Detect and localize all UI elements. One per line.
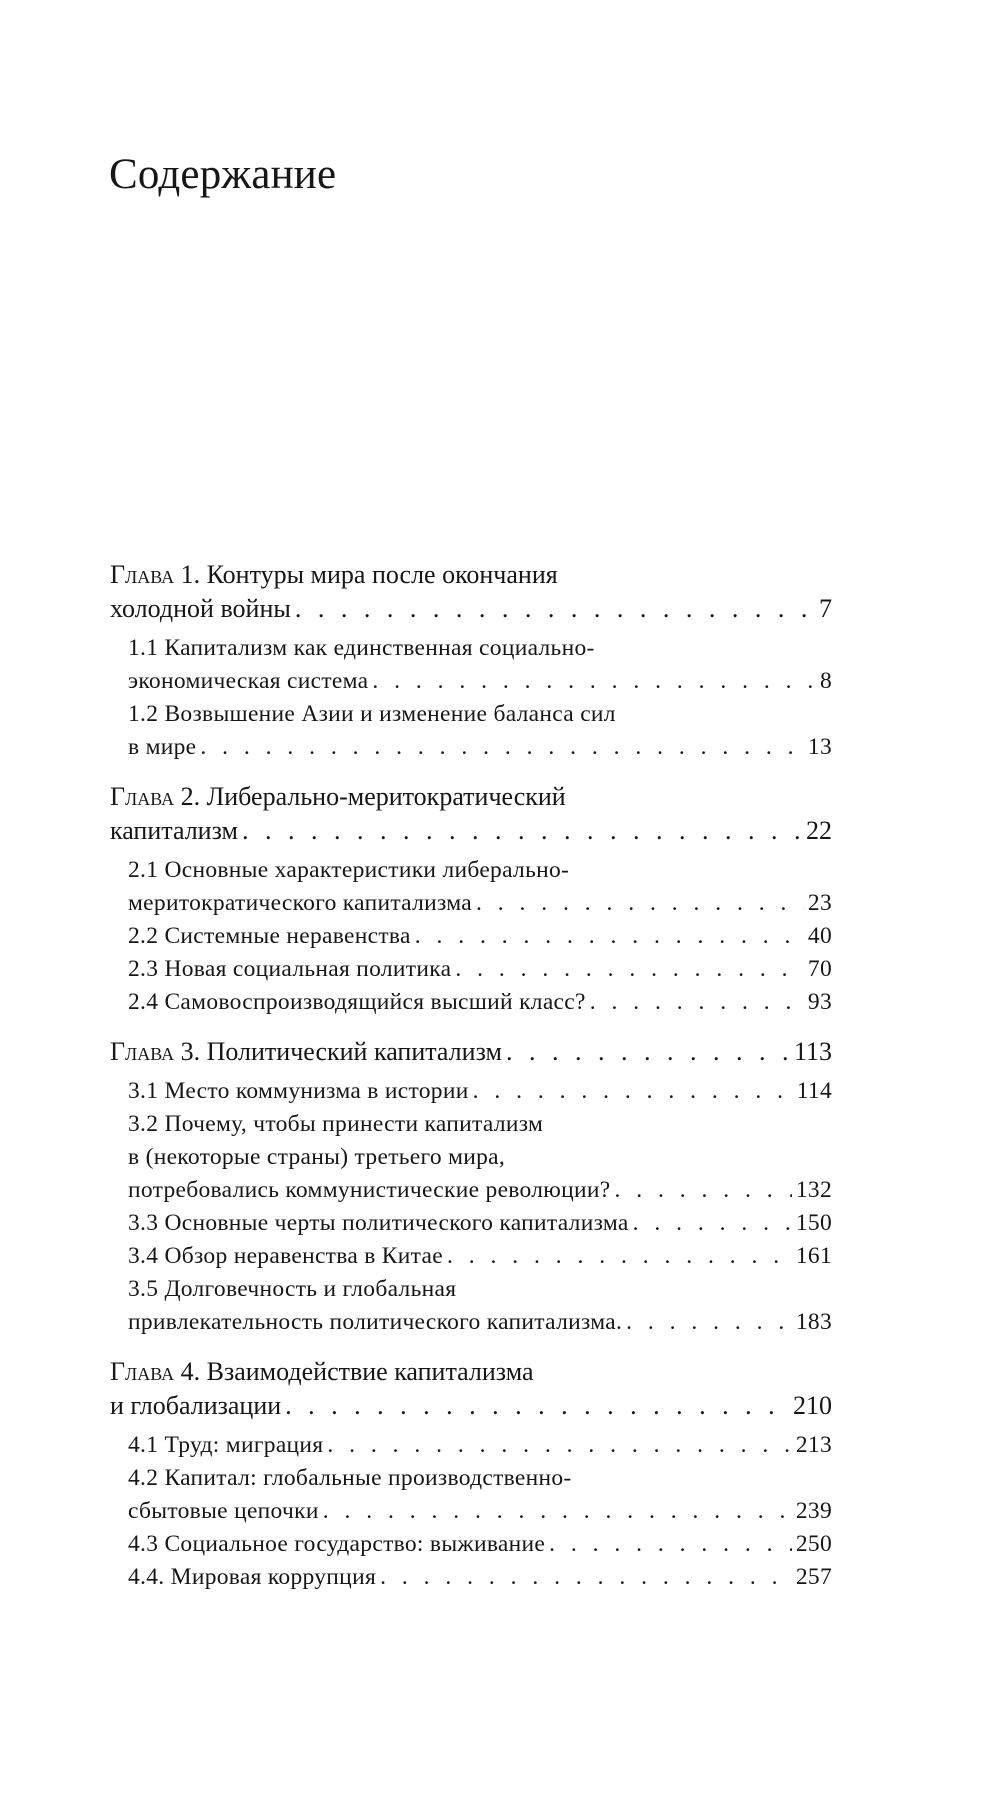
entry-text: меритократического капитализма — [128, 890, 473, 916]
dot-leader — [295, 592, 815, 626]
toc-entry-section-3-1 — [110, 1075, 832, 1108]
page-number: 7 — [819, 594, 832, 623]
entry-line — [128, 665, 832, 698]
entry-text: Контуры мира после окончания — [206, 560, 558, 589]
entry-line — [128, 1240, 832, 1273]
entry-line — [110, 592, 832, 626]
dot-leader — [633, 1207, 792, 1240]
entry-text: Взаимодействие капитализма — [206, 1357, 534, 1386]
entry-text: сбытовые цепочки — [128, 1498, 319, 1524]
page-number: 150 — [795, 1210, 832, 1236]
dot-leader — [327, 1429, 791, 1462]
page-number: 22 — [806, 816, 832, 845]
page-number: 257 — [795, 1564, 832, 1590]
toc-entry-section-4-1 — [110, 1429, 832, 1462]
toc-entry-section-3-4 — [110, 1240, 832, 1273]
toc-entry-section-3-3 — [110, 1207, 832, 1240]
dot-leader — [473, 1075, 793, 1108]
entry-line — [128, 1495, 832, 1528]
entry-text: 3.3 Основные черты политического капитализма — [128, 1210, 629, 1236]
entry-text: привлекательность политического капитализма. — [128, 1309, 623, 1335]
chapter-label: Глава 1. — [110, 560, 201, 589]
entry-line — [128, 986, 832, 1019]
entry-text: 4.4. Мировая коррупция — [128, 1564, 377, 1590]
entry-line — [110, 558, 832, 592]
entry-text: потребовались коммунистические революции? — [128, 1177, 611, 1203]
entry-line — [128, 1561, 832, 1594]
chapter-1 — [110, 558, 832, 764]
entry-line — [110, 1035, 832, 1069]
page-number: 250 — [795, 1531, 832, 1557]
entry-line — [128, 1207, 832, 1240]
entry-line — [128, 1429, 832, 1462]
toc-entry-section-2-2 — [110, 920, 832, 953]
toc-entry-section-4-4 — [110, 1561, 832, 1594]
entry-text: холодной войны — [110, 594, 291, 623]
entry-text: в мире — [128, 734, 197, 760]
toc-entry-section-4-3 — [110, 1528, 832, 1561]
entry-line: 2.1 Основные характеристики либерально- — [128, 857, 570, 883]
chapter-label: Глава 2. — [110, 782, 201, 811]
toc-entry-chapter-1 — [110, 558, 832, 626]
toc-entry-section-4-2 — [110, 1462, 832, 1528]
table-of-contents — [110, 558, 832, 1610]
dot-leader — [590, 986, 804, 1019]
page-number: 239 — [795, 1498, 832, 1524]
page-title: Содержание — [109, 151, 337, 198]
entry-line: 1.2 Возвышение Азии и изменение баланса сил — [128, 701, 616, 727]
entry-line — [128, 887, 832, 920]
page-number: 132 — [795, 1177, 832, 1203]
dot-leader — [615, 1174, 792, 1207]
toc-entry-chapter-4 — [110, 1355, 832, 1423]
entry-line — [110, 1355, 832, 1389]
toc-entry-section-1-2 — [110, 698, 832, 764]
entry-text — [110, 1035, 502, 1069]
dot-leader — [372, 665, 816, 698]
page-number: 93 — [807, 989, 832, 1015]
entry-text: 2.4 Самовоспроизводящийся высший класс? — [128, 989, 586, 1015]
dot-leader — [200, 731, 803, 764]
entry-text: 3.4 Обзор неравенства в Китае — [128, 1243, 443, 1269]
page-number: 13 — [807, 734, 832, 760]
entry-line — [128, 1075, 832, 1108]
page-number: 40 — [807, 923, 832, 949]
entry-line — [128, 1174, 832, 1207]
entry-line — [110, 814, 832, 848]
dot-leader — [626, 1306, 792, 1339]
entry-line: 4.2 Капитал: глобальные производственно- — [128, 1465, 572, 1491]
entry-text: 4.3 Социальное государство: выживание — [128, 1531, 546, 1557]
page-number: 113 — [793, 1037, 832, 1066]
chapter-2 — [110, 780, 832, 1019]
toc-entry-chapter-2 — [110, 780, 832, 848]
entry-line — [128, 920, 832, 953]
entry-line — [128, 953, 832, 986]
toc-entry-section-3-2 — [110, 1108, 832, 1207]
dot-leader — [476, 887, 804, 920]
page-number: 70 — [807, 956, 832, 982]
toc-entry-section-2-3 — [110, 953, 832, 986]
page-number: 161 — [795, 1243, 832, 1269]
entry-text: 4.1 Труд: миграция — [128, 1432, 324, 1458]
entry-text: 2.3 Новая социальная политика — [128, 956, 452, 982]
toc-entry-chapter-3 — [110, 1035, 832, 1069]
toc-entry-section-1-1 — [110, 632, 832, 698]
chapter-4 — [110, 1355, 832, 1594]
entry-line — [110, 780, 832, 814]
entry-line: 3.2 Почему, чтобы принести капитализм — [128, 1111, 544, 1137]
entry-line: 1.1 Капитализм как единственная социально- — [128, 635, 595, 661]
entry-text: и глобализации — [110, 1391, 282, 1420]
chapter-label: Глава 3. — [110, 1037, 201, 1066]
dot-leader — [242, 814, 802, 848]
dot-leader — [380, 1561, 792, 1594]
page-number: 8 — [819, 668, 832, 694]
entry-line: 3.5 Долговечность и глобальная — [128, 1276, 457, 1302]
entry-line: в (некоторые страны) третьего мира, — [128, 1144, 506, 1170]
entry-line — [128, 1528, 832, 1561]
entry-line — [128, 731, 832, 764]
toc-entry-section-3-5 — [110, 1273, 832, 1339]
entry-line — [110, 1389, 832, 1423]
dot-leader — [323, 1495, 792, 1528]
entry-text: 3.1 Место коммунизма в истории — [128, 1078, 469, 1104]
page-number: 210 — [793, 1391, 832, 1420]
page-number: 23 — [807, 890, 832, 916]
dot-leader — [455, 953, 804, 986]
page-number: 213 — [795, 1432, 832, 1458]
page-number: 183 — [795, 1309, 832, 1335]
entry-line — [128, 1306, 832, 1339]
dot-leader — [549, 1528, 792, 1561]
dot-leader — [447, 1240, 792, 1273]
entry-title: Политический капитализм — [206, 1037, 502, 1066]
page-number: 114 — [796, 1078, 832, 1104]
chapter-3 — [110, 1035, 832, 1339]
entry-text: Либерально-меритократический — [206, 782, 566, 811]
entry-text: экономическая система — [128, 668, 369, 694]
dot-leader — [415, 920, 804, 953]
dot-leader — [285, 1389, 789, 1423]
chapter-label: Глава 4. — [110, 1357, 201, 1386]
dot-leader — [506, 1035, 790, 1069]
entry-text: 2.2 Системные неравенства — [128, 923, 411, 949]
toc-entry-section-2-4 — [110, 986, 832, 1019]
toc-entry-section-2-1 — [110, 854, 832, 920]
entry-text: капитализм — [110, 816, 238, 845]
